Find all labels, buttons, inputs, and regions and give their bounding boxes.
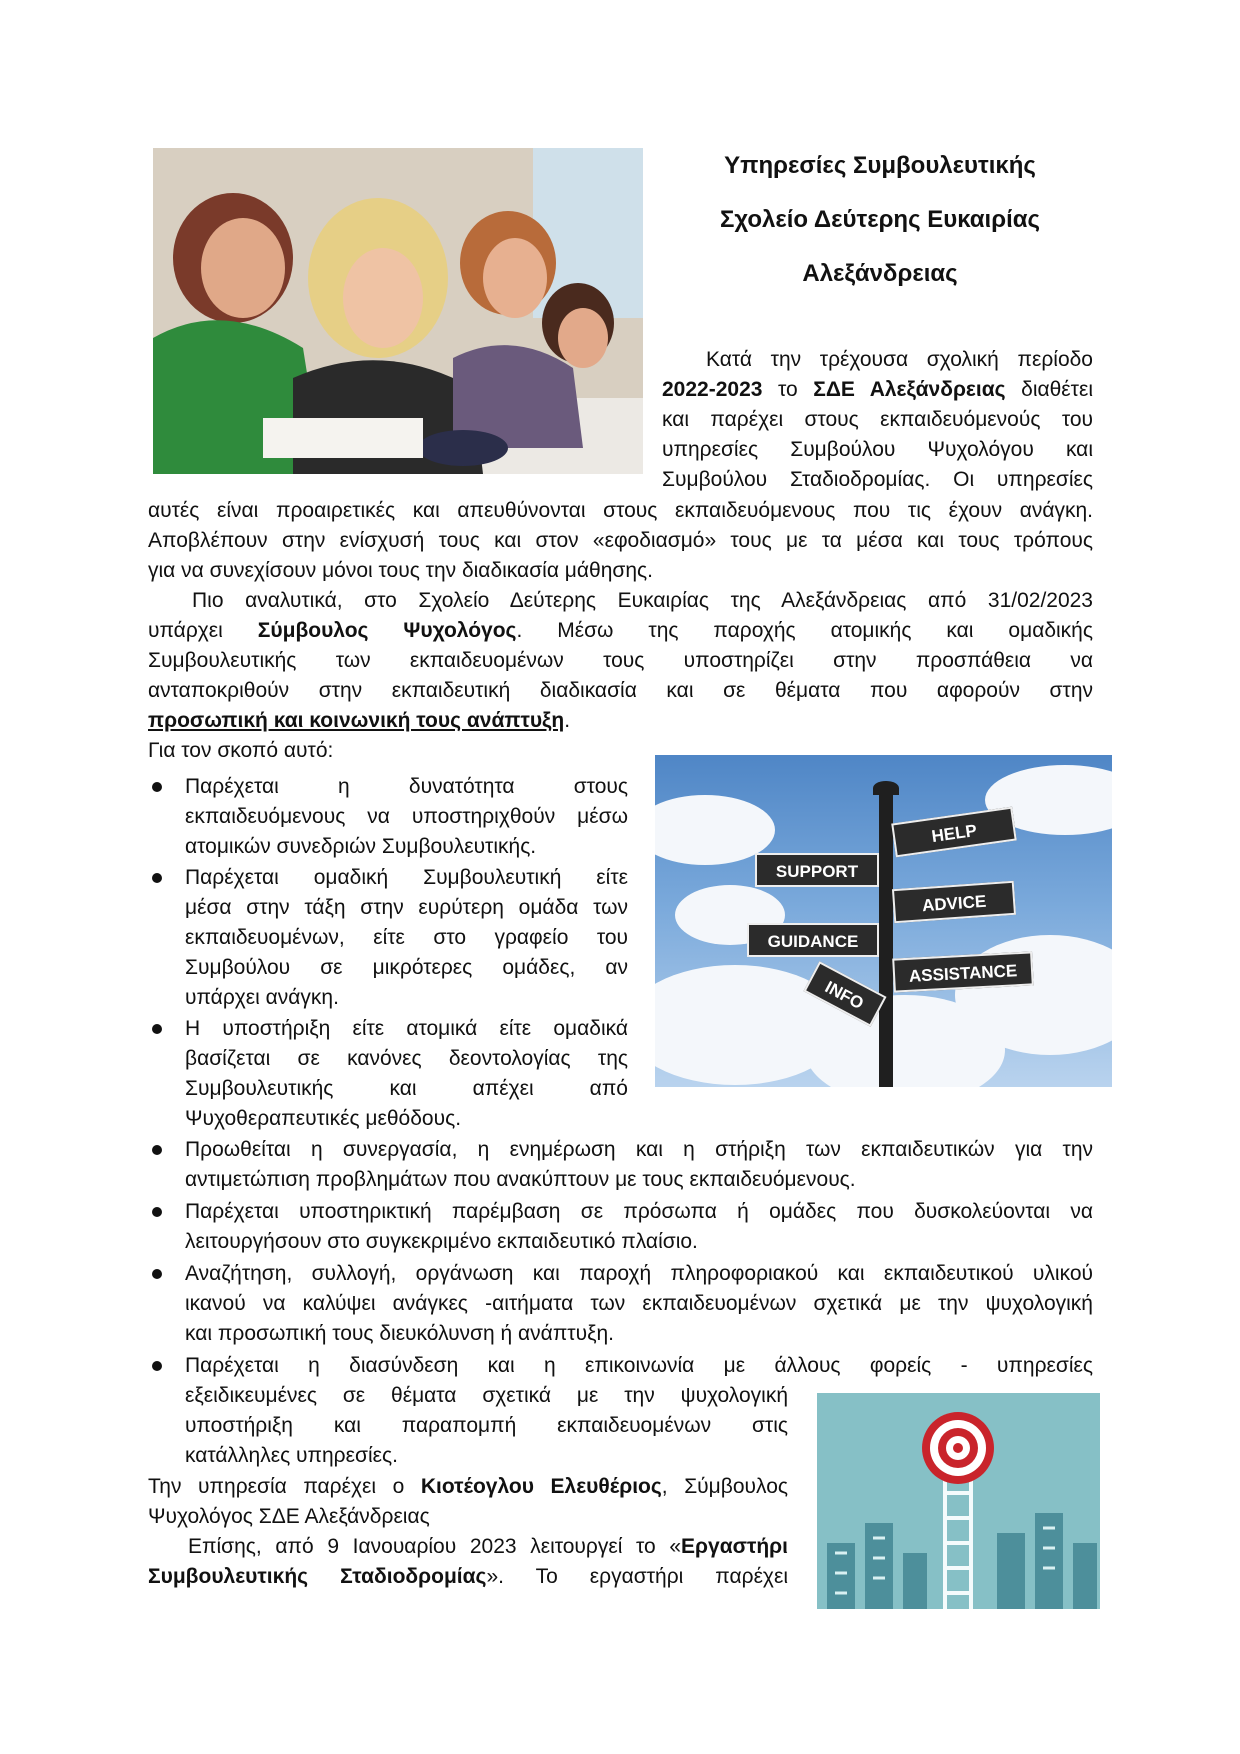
bullet-line: Παρέχεται η διασύνδεση και η επικοινωνία με άλλους φορείς - υπηρεσίες (185, 1354, 1093, 1377)
intro-line: Αποβλέπουν στην ενίσχυσή τους και στον «εφοδιασμό» τους με τα μέσα και τους τρόπους (148, 529, 1093, 552)
bullet-line: Προωθείται η συνεργασία, η ενημέρωση και η στήριξη των εκπαιδευτικών για την (185, 1138, 1093, 1161)
bullet-line: ατομικών συνεδριών Συμβουλευτικής. (185, 835, 537, 858)
closing-line: Συμβουλευτικής Σταδιοδρομίας». Το εργαστήρι παρέχει (148, 1565, 788, 1588)
para2-line: Πιο αναλυτικά, στο Σχολείο Δεύτερης Ευκαιρίας της Αλεξάνδρειας από 31/02/2023 (192, 589, 1093, 612)
bullet-line: βασίζεται σε κανόνες δεοντολογίας της (185, 1047, 628, 1070)
bullet-line: Αναζήτηση, συλλογή, οργάνωση και παροχή πληροφοριακού και εκπαιδευτικού υλικού (185, 1262, 1093, 1285)
classroom-photo (153, 148, 643, 474)
bullet-line: Παρέχεται υποστηρικτική παρέμβαση σε πρόσωπα ή ομάδες που δυσκολεύονται να (185, 1200, 1093, 1223)
sign-advice: ADVICE (892, 881, 1016, 923)
intro-line: Συμβούλου Σταδιοδρομίας. Οι υπηρεσίες (662, 468, 1093, 491)
bullet-dot (152, 1269, 162, 1279)
intro-line: 2022-2023 το ΣΔΕ Αλεξάνδρειας διαθέτει (662, 378, 1093, 401)
signpost-photo (655, 755, 1112, 1087)
closing-line: Επίσης, από 9 Ιανουαρίου 2023 λειτουργεί το «Εργαστήρι (188, 1535, 788, 1558)
sign-info: INFO (803, 961, 886, 1027)
para2-line: Συμβουλευτικής των εκπαιδευομένων τους υποστηρίζει στην προσπάθεια να (148, 649, 1093, 672)
bullet-dot (152, 1024, 162, 1034)
bullet-dot (152, 1145, 162, 1155)
bullet-dot (152, 782, 162, 792)
bullet-line: υπάρχει ανάγκη. (185, 986, 339, 1009)
bullet-line: Παρέχεται η δυνατότητα στους (185, 775, 628, 798)
title-line-2: Σχολείο Δεύτερης Ευκαιρίας (720, 206, 1040, 233)
intro-line: υπηρεσίες Συμβούλου Ψυχολόγου και (662, 438, 1093, 461)
intro-line: Κατά την τρέχουσα σχολική περίοδο (706, 348, 1093, 371)
bullet-line: αντιμετώπιση προβλημάτων που ανακύπτουν με τους εκπαιδευόμενους. (185, 1168, 856, 1191)
bullet-line: Παρέχεται ομαδική Συμβουλευτική είτε (185, 866, 628, 889)
para2-line: προσωπική και κοινωνική τους ανάπτυξη. (148, 709, 571, 732)
closing-line: Την υπηρεσία παρέχει ο Κιοτέογλου Ελευθέριος, Σύμβουλος (148, 1475, 788, 1498)
bullet-line: υποστήριξη και παραπομπή εκπαιδευομένων στις (185, 1414, 788, 1437)
bullet-line: εξειδικευμένες σε θέματα σχετικά με την ψυχολογική (185, 1384, 788, 1407)
bullet-line: εκπαιδευόμενους να υποστηριχθούν μέσω (185, 805, 628, 828)
bullet-line: Συμβούλου σε μικρότερες ομάδες, αν (185, 956, 628, 979)
sign-assistance: ASSISTANCE (892, 951, 1034, 992)
intro-line: και παρέχει στους εκπαιδευόμενούς του (662, 408, 1093, 431)
intro-line: αυτές είναι προαιρετικές και απευθύνονται στους εκπαιδευόμενους που τις έχουν ανάγκη. (148, 499, 1093, 522)
para2-line: υπάρχει Σύμβουλος Ψυχολόγος. Μέσω της παροχής ατομικής και ομαδικής (148, 619, 1093, 642)
bullet-line: ικανού να καλύψει ανάγκες -αιτήματα των εκπαιδευομένων σχετικά με την ψυχολογική (185, 1292, 1093, 1315)
bullet-line: εκπαιδευομένων, είτε στο γραφείο του (185, 926, 628, 949)
bullet-line: λειτουργήσουν στο συγκεκριμένο εκπαιδευτικό πλαίσιο. (185, 1230, 698, 1253)
bullet-line: Η υποστήριξη είτε ατομικά είτε ομαδικά (185, 1017, 628, 1040)
sign-guidance: GUIDANCE (747, 923, 879, 957)
bullet-line: και προσωπική τους διευκόλυνση ή ανάπτυξη. (185, 1322, 615, 1345)
bullet-dot (152, 873, 162, 883)
bullet-dot (152, 1207, 162, 1217)
bullet-line: Ψυχοθεραπευτικές μεθόδους. (185, 1107, 462, 1130)
bullet-dot (152, 1361, 162, 1371)
title-line-1: Υπηρεσίες Συμβουλευτικής (724, 152, 1036, 179)
intro-line: για να συνεχίσουν μόνοι τους την διαδικασία μάθησης. (148, 559, 653, 582)
sign-support: SUPPORT (755, 853, 879, 887)
para2-line: Για τον σκοπό αυτό: (148, 739, 334, 762)
bullet-line: μέσα στην τάξη στην ευρύτερη ομάδα των (185, 896, 628, 919)
title-line-3: Αλεξάνδρειας (802, 260, 958, 287)
para2-line: ανταποκριθούν στην εκπαιδευτική διαδικασία και σε θέματα που αφορούν στην (148, 679, 1093, 702)
sign-help: HELP (891, 807, 1017, 858)
target-ladder-photo (817, 1393, 1100, 1609)
bullet-line: κατάλληλες υπηρεσίες. (185, 1444, 398, 1467)
bullet-line: Συμβουλευτικής και απέχει από (185, 1077, 628, 1100)
closing-line: Ψυχολόγος ΣΔΕ Αλεξάνδρειας (148, 1505, 430, 1528)
